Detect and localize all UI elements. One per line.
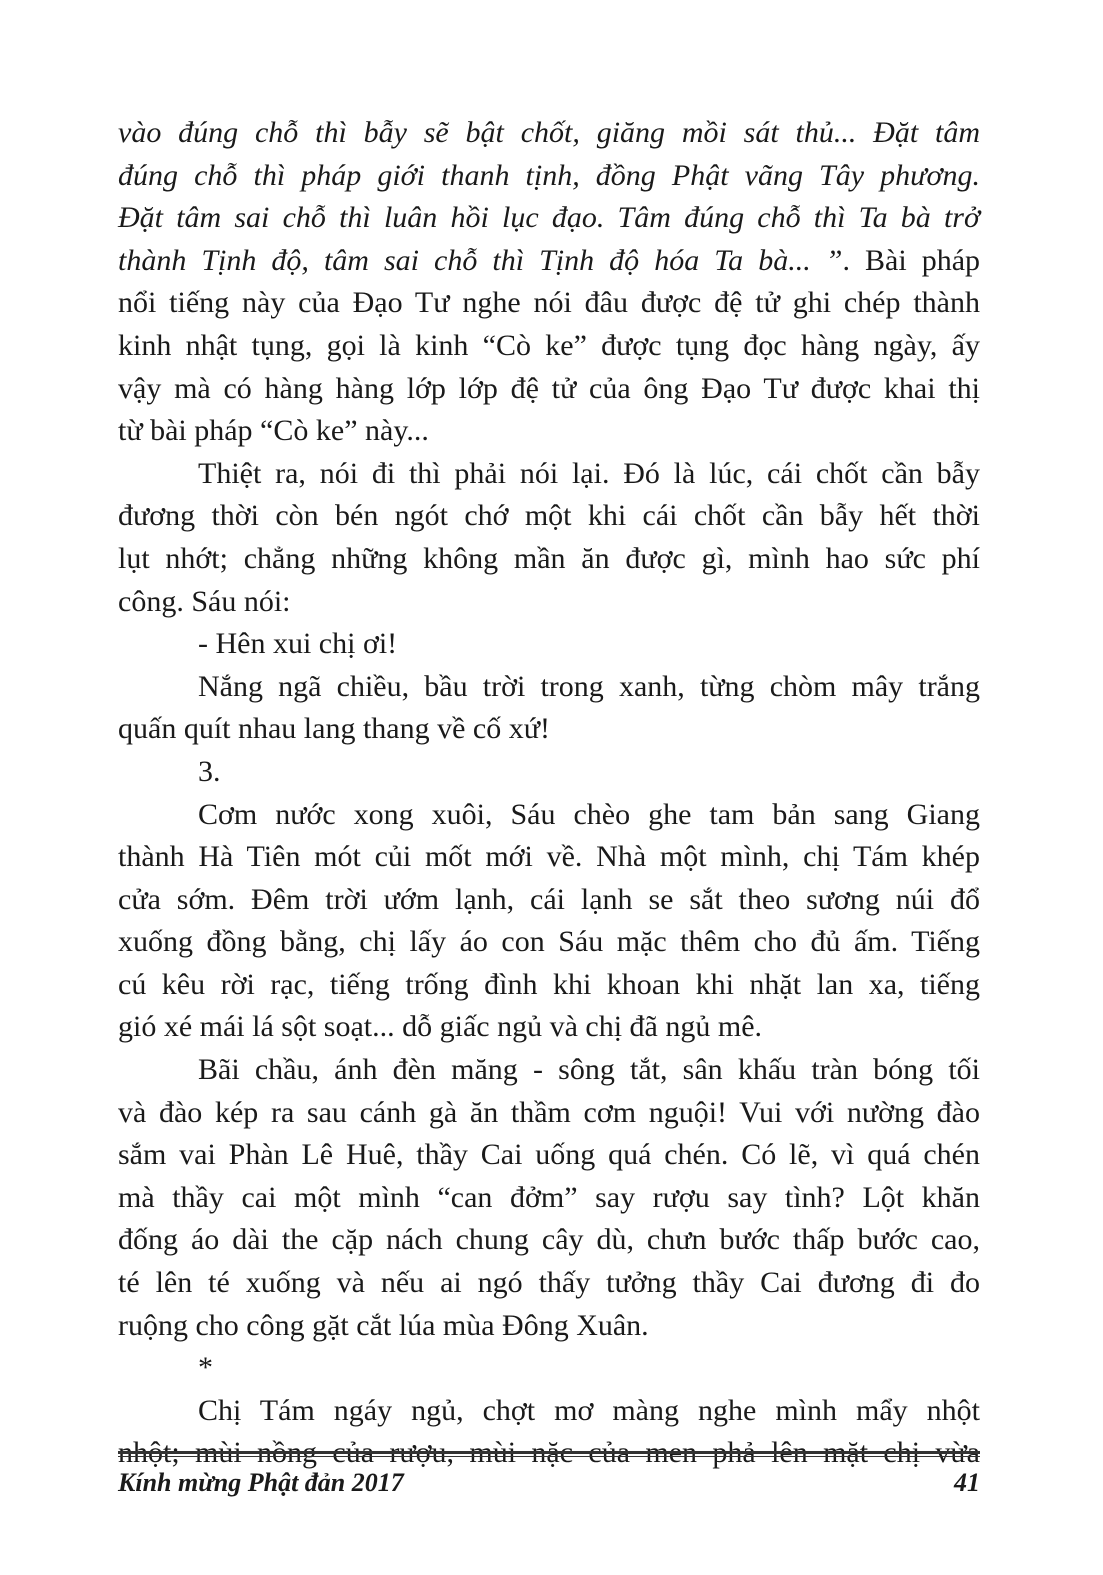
text-line: đương thời còn bén ngót chớ một khi cái chốt cần bẫy hết thời [118,499,980,533]
page-number: 41 [954,1468,980,1497]
scene-break: * [198,1351,213,1385]
text-line: sắm vai Phàn Lê Huê, thầy Cai uống quá chén. Có lẽ, vì quá chén [118,1138,980,1172]
text-line: xuống đồng bằng, chị lấy áo con Sáu mặc thêm cho đủ ấm. Tiếng [118,925,980,959]
text-line: Thiệt ra, nói đi thì phải nói lại. Đó là lúc, cái chốt cần bẫy [198,456,980,490]
text-line: từ bài pháp “Cò ke” này... [118,414,429,448]
text-line: quấn quít nhau lang thang về cố xứ! [118,712,550,746]
text-line: vào đúng chỗ thì bẫy sẽ bật chốt, giăng mồi sát thủ... Đặt tâm [118,116,980,149]
text-line: Đặt tâm sai chỗ thì luân hồi lục đạo. Tâm đúng chỗ thì Ta bà trở [118,201,980,235]
footer-title: Kính mừng Phật đản 2017 [118,1468,404,1497]
text-line: cửa sớm. Đêm trời ướm lạnh, cái lạnh se sắt theo sương núi đổ [118,882,980,916]
quote-end: thành Tịnh độ, tâm sai chỗ thì Tịnh độ hóa Ta bà... ” [118,243,843,277]
text-line: lụt nhớt; chẳng những không mần ăn được gì, mình hao sức phí [118,541,980,575]
section-number: 3. [198,754,221,788]
text-line: té lên té xuống và nếu ai ngó thấy tưởng thầy Cai đương đi đo [118,1266,980,1300]
text-line: vậy mà có hàng hàng lớp lớp đệ tử của ông Đạo Tư được khai thị [118,371,980,405]
footer-divider [118,1451,980,1457]
page-footer [118,1468,980,1508]
text-line: đống áo dài the cặp nách chung cây dù, chưn bước thấp bước cao, [118,1223,980,1257]
text-line: công. Sáu nói: [118,584,291,618]
dialogue-line: - Hên xui chị ơi! [198,627,398,661]
text-line: và đào kép ra sau cánh gà ăn thầm cơm nguội! Vui với nường đào [118,1095,980,1129]
text-line: Cơm nước xong xuôi, Sáu chèo ghe tam bản sang Giang [198,797,980,831]
text-line: Chị Tám ngáy ngủ, chợt mơ màng nghe mình mẩy nhột [198,1393,980,1427]
text-line: Nắng ngã chiều, bầu trời trong xanh, từng chòm mây trắng [198,669,980,703]
text-line [118,240,980,283]
text-line: nổi tiếng này của Đạo Tư nghe nói đâu được đệ tử ghi chép thành [118,286,980,320]
text-line: nhột; mùi nồng của rượu, mùi nặc của men phả lên mặt chị vừa [118,1436,980,1470]
text-line: mà thầy cai một mình “can đởm” say rượu say tình? Lột khăn [118,1180,980,1214]
text-line: kinh nhật tụng, gọi là kinh “Cò ke” được tụng đọc hàng ngày, ấy [118,328,980,362]
text-line: Bãi chầu, ánh đèn măng - sông tắt, sân khấu tràn bóng tối [198,1053,980,1087]
text-line: thành Hà Tiên mót củi mốt mới về. Nhà một mình, chị Tám khép [118,840,980,874]
text-line: cú kêu rời rạc, tiếng trống đình khi khoan khi nhặt lan xa, tiếng [118,967,980,1001]
page-body [118,112,980,1475]
text-line: đúng chỗ thì pháp giới thanh tịnh, đồng Phật vãng Tây phương. [118,158,980,192]
text-line: gió xé mái lá sột soạt... dỗ giấc ngủ và chị đã ngủ mê. [118,1010,763,1044]
text-run: . Bài pháp [842,243,981,277]
text-line: ruộng cho công gặt cắt lúa mùa Đông Xuân. [118,1308,649,1342]
